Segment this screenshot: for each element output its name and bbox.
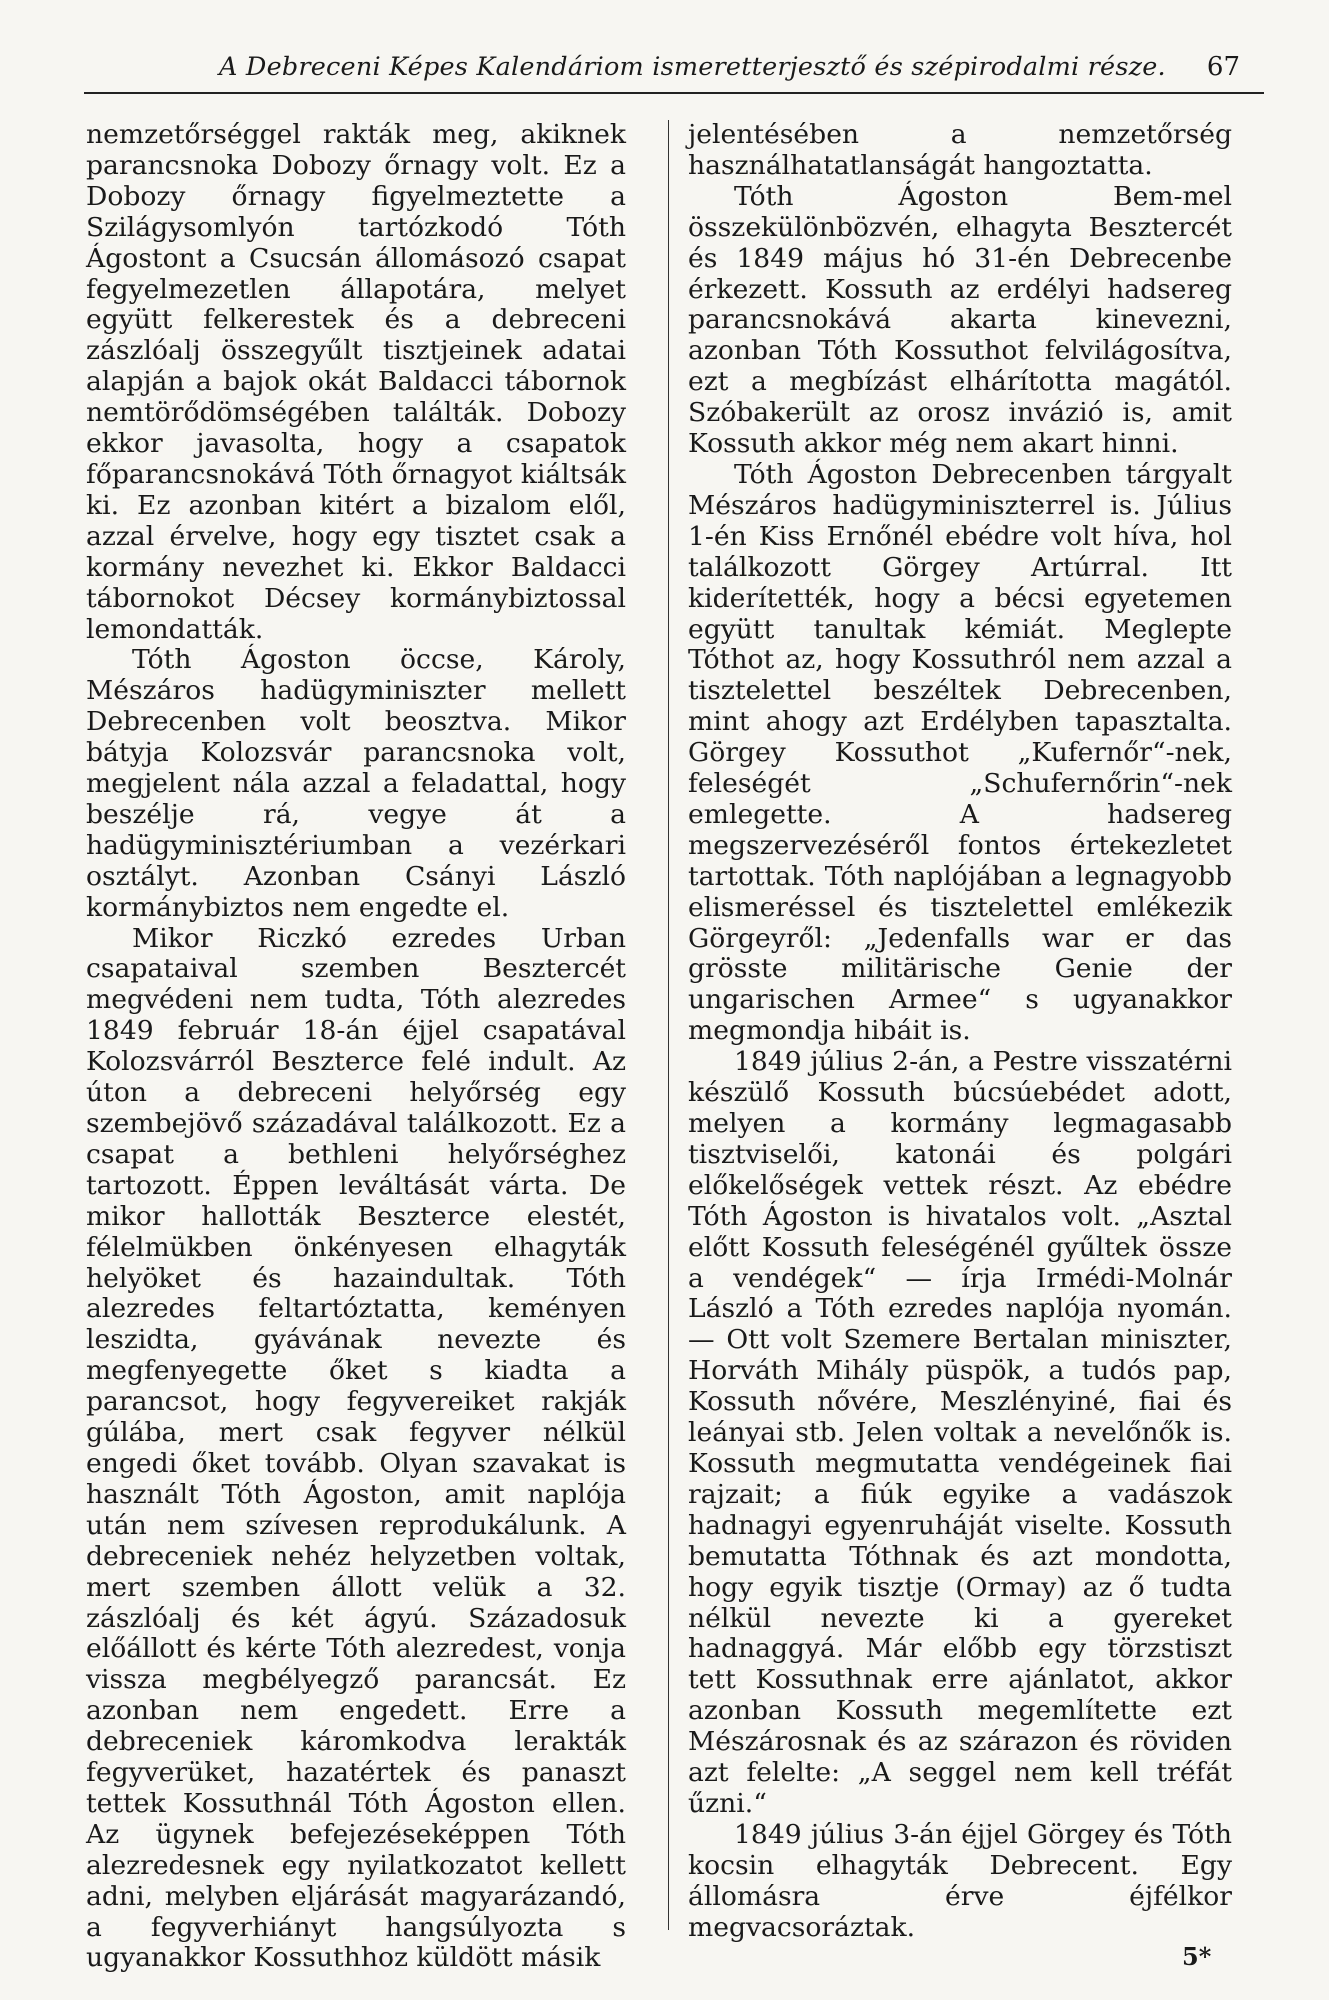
header-rule xyxy=(84,92,1264,94)
paragraph: Tóth Ágoston Bem-mel összekülönbözvén, elhagyta Besztercét és 1849 május hó 31-én Debrecenbe érkezett. Kossuth az erdélyi hadsereg parancsnokává akarta kinevezni, azonban Tóth Kossuthot felvilágosítva, ezt a megbízást elhárította magától. Szóbakerült az orosz invázió is, amit Kossuth akkor még nem akart hinni. xyxy=(688,180,1232,460)
paragraph: jelentésében a nemzetőrség használhatatlanságát hangoztatta. xyxy=(688,119,1232,181)
paragraph: 1849 július 3-án éjjel Görgey és Tóth kocsin elhagyták Debrecent. Egy állomásra érve éjfélkor megvacsoráztak. xyxy=(688,1818,1232,1943)
paragraph: Tóth Ágoston Debrecenben tárgyalt Mészáros hadügyminiszterrel is. Július 1-én Kiss Ernőnél ebédre volt híva, hol találkozott Görgey Artúrral. Itt kiderítették, hogy a bécsi egyetemen együtt tanultak kémiát. Meglepte Tóthot az, hogy Kossuthról nem azzal a tisztelettel beszéltek Debrecenben, mint ahogy azt Erdélyben tapasztalta. Görgey Kossuthot „Kufernőr“-nek, feleségét „Schufernőrin“-nek emlegette. A hadsereg megszervezéséről fontos értekezletet tartottak. Tóth naplójában a legnagyobb elismeréssel és tisztelettel emlékezik Görgeyről: „Jedenfalls war er das grösste militärische Genie der ungarischen Armee“ s ugyanakkor megmondja hibáit is. xyxy=(688,458,1232,1047)
column-divider xyxy=(668,120,669,1930)
right-column xyxy=(688,120,1232,1943)
page-number: 67 xyxy=(1206,52,1240,82)
running-header xyxy=(84,44,1264,94)
paragraph: 1849 július 2-án, a Pestre visszatérni készülő Kossuth búcsúebédet adott, melyen a kormány legmagasabb tisztviselői, katonái és polgári előkelőségek vettek részt. Az ebédre Tóth Ágoston is hivatalos volt. „Asztal előtt Kossuth feleségénél gyűltek össze a vendégek“ — írja Irmédi-Molnár László a Tóth ezredes naplója nyomán. — Ott volt Szemere Bertalan miniszter, Horváth Mihály püspök, a tudós pap, Kossuth nővére, Meszlényiné, fiai és leányai stb. Jelen voltak a nevelőnők is. Kossuth megmutatta vendégeinek fiai rajzait; a fiúk egyike a vadászok hadnagyi egyenruháját viselte. Kossuth bemutatta Tóthnak és azt mondotta, hogy egyik tisztje (Ormay) az ő tudta nélkül nevezte ki a gyereket hadnaggyá. Már előbb egy törzstiszt tett Kossuthnak erre ajánlatot, akkor azonban Kossuth megemlítette ezt Mészárosnak és az szárazon és röviden azt felelte: „A seggel nem kell tréfát űzni.“ xyxy=(688,1046,1232,1819)
paragraph: Mikor Riczkó ezredes Urban csapataival szemben Besztercét megvédeni nem tudta, Tóth alezredes 1849 február 18-án éjjel csapatával Kolozsvárról Beszterce felé indult. Az úton a debreceni helyőrség egy szembejövő századával találkozott. Ez a csapat a bethleni helyőrséghez tartozott. Éppen leváltását várta. De mikor hallották Beszterce elestét, félelmükben önkényesen elhagyták helyöket és hazaindultak. Tóth alezredes feltartóztatta, keményen leszidta, gyávának nevezte és megfenyegette őket s kiadta a parancsot, hogy fegyvereiket rakják gúlába, mert csak fegyver nélkül engedi őket tovább. Olyan szavakat is használt Tóth Ágoston, amit naplója után nem szívesen reprodukálunk. A debreceniek nehéz helyzetben voltak, mert szemben állott velük a 32. zászlóalj és két ágyú. Századosuk előállott és kérte Tóth alezredest, vonja vissza megbélyegző parancsát. Ez azonban nem engedett. Erre a debreceniek káromkodva lerakták fegyverüket, hazatértek és panaszt tettek Kossuthnál Tóth Ágoston ellen. Az ügynek befejezéseképpen Tóth alezredesnek egy nyilatkozatot kellett adni, melyben eljárását magyarázandó, a fegyverhiányt hangsúlyozta s ugyanakkor Kossuthhoz küldött másik xyxy=(86,922,626,1974)
paragraph: nemzetőrséggel rakták meg, akiknek parancsnoka Dobozy őrnagy volt. Ez a Dobozy őrnagy figyelmeztette a Szilágysomlyón tartózkodó Tóth Ágostont a Csucsán állomásozó csapat fegyelmezetlen állapotára, melyet együtt felkerestek és a debreceni zászlóalj összegyűlt tisztjeinek adatai alapján a bajok okát Baldacci tábornok nemtörődömségében találták. Dobozy ekkor javasolta, hogy a csapatok főparancsnokává Tóth őrnagyot kiáltsák ki. Ez azonban kitért a bizalom elől, azzal érvelve, hogy egy tisztet csak a kormány nevezhet ki. Ekkor Baldacci tábornokot Décsey kormánybiztossal lemondatták. xyxy=(86,119,626,645)
left-column xyxy=(86,120,626,1974)
header-title: A Debreceni Képes Kalendáriom ismeretterjesztő és szépirodalmi része. xyxy=(219,52,1166,82)
signature-mark: 5* xyxy=(1182,1942,1212,1971)
paragraph: Tóth Ágoston öccse, Károly, Mészáros hadügyminiszter mellett Debrecenben volt beosztva. Mikor bátyja Kolozsvár parancsnoka volt, megjelent nála azzal a feladattal, hogy beszélje rá, vegye át a hadügyminisztériumban a vezérkari osztályt. Azonban Csányi László kormánybiztos nem engedte el. xyxy=(86,644,626,923)
